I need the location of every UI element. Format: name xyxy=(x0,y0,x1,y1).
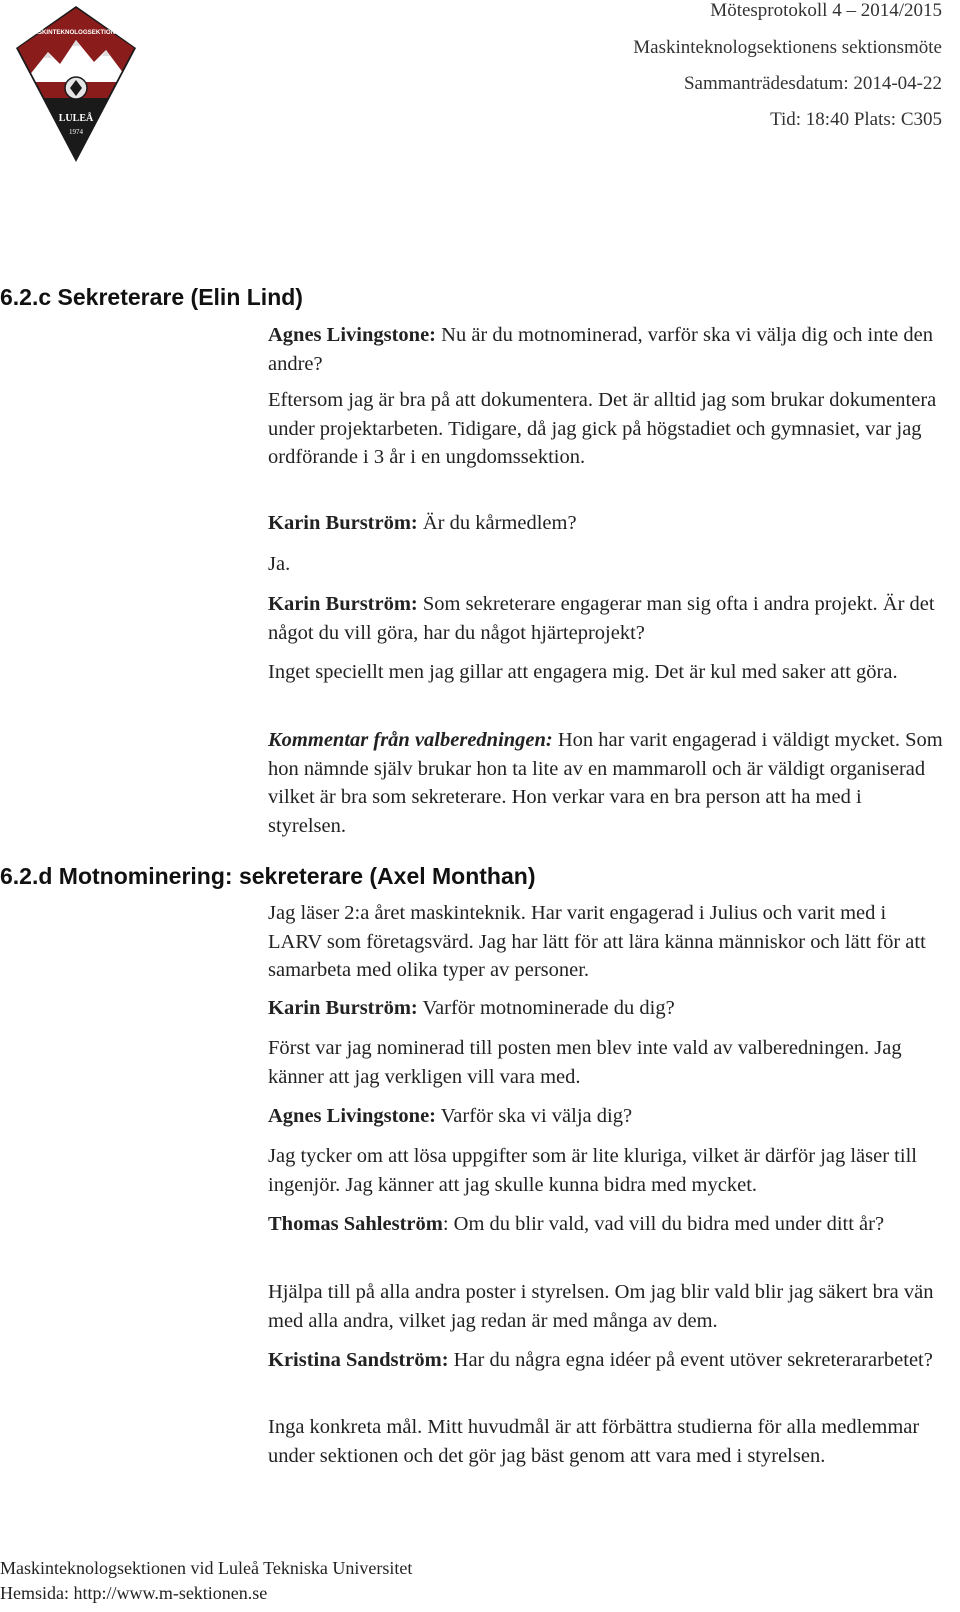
minutes-entry xyxy=(268,509,944,538)
header-protocol: Mötesprotokoll 4 – 2014/2015 xyxy=(710,0,942,21)
minutes-entry xyxy=(268,899,944,985)
minutes-entry xyxy=(268,321,944,378)
minutes-entry xyxy=(268,1142,944,1199)
header-time-place: Tid: 18:40 Plats: C305 xyxy=(770,109,942,130)
section-logo xyxy=(14,4,138,164)
entry-text: Inga konkreta mål. Mitt huvudmål är att förbättra studierna för alla medlemmar under sektionen och det gör jag bäst genom att vara med i styrelsen. xyxy=(268,1416,920,1467)
document-footer xyxy=(0,1556,412,1606)
entry-text: Hon har varit engagerad i väldigt mycket. Som hon nämnde själv brukar hon ta lite av en mammaroll och är väldigt organiserad vilket är bra som sekreterare. Hon verkar vara en bra person att ha med i styrelsen. xyxy=(268,729,943,837)
speaker-name: Agnes Livingstone: xyxy=(268,1105,437,1127)
minutes-entry xyxy=(268,1102,944,1131)
minutes-entry xyxy=(268,726,944,840)
entry-text: Nu är du motnominerad, varför ska vi välja dig och inte den andre? xyxy=(268,324,934,375)
entry-text: Varför ska vi välja dig? xyxy=(436,1105,633,1127)
entry-text: Jag tycker om att lösa uppgifter som är lite kluriga, vilket är därför jag läser till ingenjör. Jag känner att jag skulle kunna bidra med mycket. xyxy=(268,1145,917,1196)
minutes-entry xyxy=(268,386,944,472)
entry-text: Inget speciellt men jag gillar att engagera mig. Det är kul med saker att göra. xyxy=(268,661,898,683)
document-header xyxy=(633,0,942,144)
logo-city: LULEÅ xyxy=(58,113,94,124)
minutes-entry xyxy=(268,1413,944,1470)
entry-text: : Om du blir vald, vad vill du bidra med under ditt år? xyxy=(442,1213,885,1235)
speaker-name: Thomas Sahleström xyxy=(268,1213,443,1235)
entry-text: Varför motnominerade du dig? xyxy=(417,997,675,1019)
minutes-entry xyxy=(268,658,944,687)
logo-org-text: MASKINTEKNOLOGSEKTIONEN xyxy=(28,29,124,36)
entry-text: Som sekreterare engagerar man sig ofta i andra projekt. Är det något du vill göra, har du något hjärteprojekt? xyxy=(268,593,935,644)
minutes-entry xyxy=(268,1278,944,1335)
entry-text: Hjälpa till på alla andra poster i styrelsen. Om jag blir vald blir jag säkert bra vän med alla andra, vilket jag redan är med många av dem. xyxy=(268,1281,934,1332)
speaker-name: Kristina Sandström: xyxy=(268,1349,449,1371)
speaker-name: Karin Burström: xyxy=(268,512,418,534)
header-date: Sammanträdesdatum: 2014-04-22 xyxy=(683,73,942,94)
speaker-name: Karin Burström: xyxy=(268,997,418,1019)
footer-website: Hemsida: http://www.m-sektionen.se xyxy=(0,1583,268,1603)
footer-organization: Maskinteknologsektionen vid Luleå Tekniska Universitet xyxy=(0,1558,413,1578)
commentary-label: Kommentar från valberedningen: xyxy=(268,729,553,751)
minutes-entry xyxy=(268,1210,944,1239)
entry-text: Eftersom jag är bra på att dokumentera. Det är alltid jag som brukar dokumentera under projektarbeten. Tidigare, då jag gick på högstadiet och gymnasiet, var jag ordförande i 3 år i en ungdomssektion. xyxy=(268,389,937,468)
minutes-entry xyxy=(268,550,944,579)
entry-text: Har du några egna idéer på event utöver sekreterararbetet? xyxy=(448,1349,933,1371)
section-heading-c: 6.2.c Sekreterare (Elin Lind) xyxy=(0,284,303,310)
entry-text: Är du kårmedlem? xyxy=(417,512,577,534)
entry-text: Ja. xyxy=(268,553,291,575)
speaker-name: Karin Burström: xyxy=(268,593,418,615)
minutes-entry xyxy=(268,1034,944,1091)
section-heading-d: 6.2.d Motnominering: sekreterare (Axel Monthan) xyxy=(0,863,536,889)
minutes-entry xyxy=(268,994,944,1023)
minutes-entry xyxy=(268,1346,944,1375)
logo-year: 1974 xyxy=(69,128,83,136)
speaker-name: Agnes Livingstone: xyxy=(268,324,437,346)
header-meeting: Maskinteknologsektionens sektionsmöte xyxy=(633,37,942,58)
minutes-entry xyxy=(268,590,944,647)
entry-text: Först var jag nominerad till posten men blev inte vald av valberedningen. Jag känner att jag verkligen vill vara med. xyxy=(268,1037,902,1088)
entry-text: Jag läser 2:a året maskinteknik. Har varit engagerad i Julius och varit med i LARV som företagsvärd. Jag har lätt för att lära känna människor och lätt för att samarbeta med olika typer av personer. xyxy=(268,902,926,981)
